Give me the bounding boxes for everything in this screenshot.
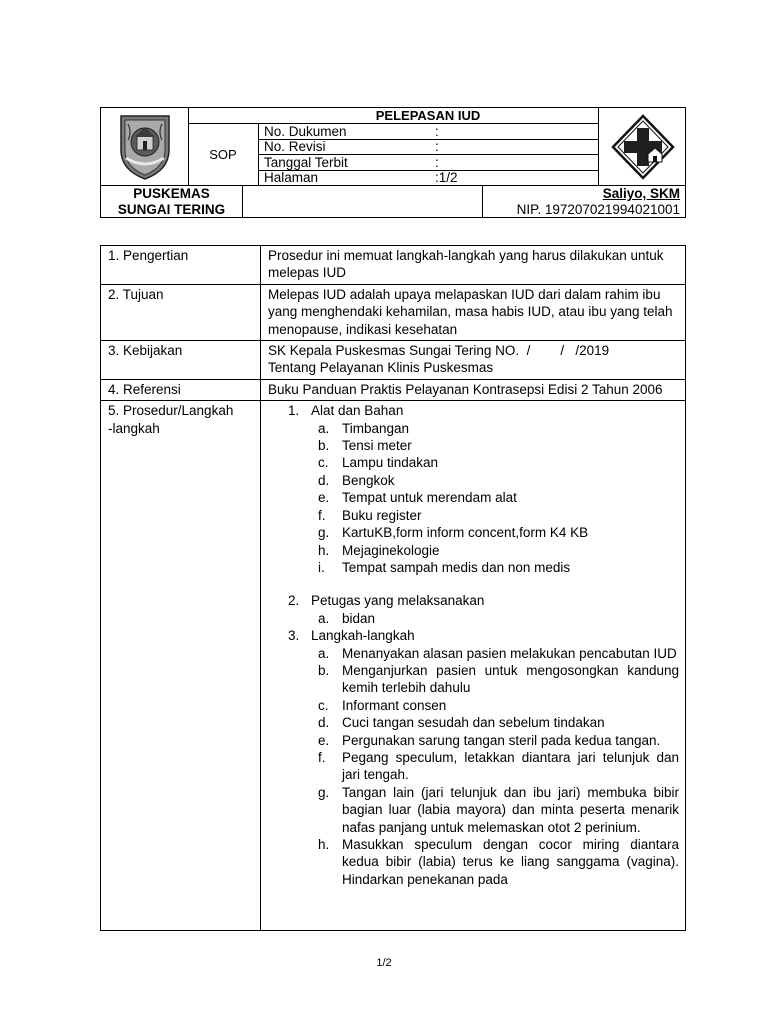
list-item-text: Informant consen (342, 697, 447, 713)
row-label-prosedur (101, 401, 261, 931)
prosedur-label-line1: 5. Prosedur/Langkah (108, 403, 234, 419)
list-item (261, 454, 679, 471)
list-item-letter: a. (318, 645, 330, 661)
list-item-letter: g. (318, 784, 330, 800)
page-number: 1/2 (376, 957, 392, 969)
procedure-group-number: 3. (288, 628, 300, 644)
list-item (261, 697, 679, 714)
row-text-kebijakan (261, 341, 686, 380)
list-item-text: Pergunakan sarung tangan steril pada kedua tangan. (342, 732, 661, 748)
list-item (261, 662, 679, 697)
list-item (261, 749, 679, 784)
list-item (261, 784, 679, 836)
field-label-no-revisi: No. Revisi (264, 139, 326, 154)
list-item (261, 714, 679, 731)
sop-content-table (100, 245, 686, 931)
procedure-group-title: Petugas yang melaksanakan (311, 593, 485, 609)
field-label-no-dokumen: No. Dukumen (264, 124, 347, 139)
list-item (261, 437, 679, 454)
list-item-text: Menganjurkan pasien untuk mengosongkan kandung kemih terlebih dahulu (342, 662, 679, 696)
kebijakan-line-1: SK Kepala Puskesmas Sungai Tering NO. / / /2019 (268, 343, 610, 359)
row-label-kebijakan: 3. Kebijakan (101, 341, 261, 380)
org-name-line2: SUNGAI TERING (117, 202, 226, 217)
row-label-pengertian: 1. Pengertian (101, 246, 261, 285)
list-item-text: Masukkan speculum dengan cocor miring diantara kedua bibir (labia) terus ke liang sanggama (vagina). Hindarkan penekanan pada (342, 837, 679, 887)
list-item (261, 489, 679, 506)
procedure-group (261, 592, 679, 627)
document-title: PELEPASAN IUD (375, 108, 481, 123)
table-row (101, 379, 686, 400)
list-item-letter: i. (318, 559, 325, 575)
field-value-tanggal-terbit: : (435, 155, 439, 170)
row-content-prosedur (261, 401, 686, 931)
org-name-line1: PUSKEMAS (133, 186, 210, 201)
list-item-text: Buku register (342, 507, 422, 523)
procedure-group (261, 402, 679, 576)
sop-label: SOP (209, 147, 237, 162)
list-item-text: Tangan lain (jari telunjuk dan ibu jari) membuka bibir bagian luar (labia mayora) dan minta peserta menarik nafas panjang untuk melemaskan otot 2 perinium. (342, 784, 679, 835)
row-text-tujuan: Melepas IUD adalah upaya melapaskan IUD dari dalam rahim ibu yang menghendaki kehamilan, masa habis IUD, atau ibu yang telah menopause, indikasi kesehatan (261, 284, 686, 340)
list-item-text: Tensi meter (342, 438, 412, 454)
field-label-halaman: Halaman (264, 170, 319, 185)
list-item (261, 610, 679, 627)
list-item-letter: b. (318, 662, 330, 678)
list-item-text: Timbangan (342, 420, 410, 436)
list-item (261, 645, 679, 662)
list-item (261, 420, 679, 437)
procedure-group-title: Alat dan Bahan (311, 403, 404, 419)
list-item-text: Lampu tindakan (342, 455, 439, 471)
signer-name: Saliyo, SKM (602, 186, 680, 201)
list-item-letter: g. (318, 525, 330, 541)
procedure-list (261, 402, 679, 888)
list-item-text: Bengkok (342, 472, 395, 488)
list-item-text: Menanyakan alasan pasien melakukan pencabutan IUD (342, 645, 677, 661)
list-item-letter: a. (318, 610, 330, 626)
signer-nip: NIP. 197207021994021001 (516, 202, 680, 217)
list-item-letter: a. (318, 420, 330, 436)
list-item-letter: e. (318, 490, 330, 506)
list-item (261, 507, 679, 524)
sop-header (100, 107, 686, 218)
procedure-sub-list (261, 610, 679, 627)
list-item-text: Mejaginekologie (342, 542, 440, 558)
list-item (261, 472, 679, 489)
procedure-sub-list (261, 645, 679, 889)
table-row (101, 246, 686, 285)
list-item-letter: h. (318, 542, 330, 558)
table-row (101, 341, 686, 380)
list-item-text: bidan (342, 610, 376, 626)
list-item-letter: f. (318, 749, 326, 765)
list-item-text: Pegang speculum, letakkan diantara jari telunjuk dan jari tengah. (342, 749, 679, 783)
list-item-letter: e. (318, 732, 330, 748)
list-item (261, 836, 679, 888)
procedure-group-number: 2. (288, 593, 300, 609)
kebijakan-line-2: Tentang Pelayanan Klinis Puskesmas (268, 360, 494, 376)
field-value-no-dokumen: : (435, 124, 439, 139)
regional-emblem-icon (116, 112, 174, 182)
procedure-group (261, 627, 679, 888)
list-item (261, 542, 679, 559)
list-item (261, 559, 679, 576)
table-row (101, 401, 686, 931)
row-text-referensi: Buku Panduan Praktis Pelayanan Kontrasepsi Edisi 2 Tahun 2006 (261, 379, 686, 400)
list-item-letter: b. (318, 438, 330, 454)
field-label-tanggal-terbit: Tanggal Terbit (264, 155, 348, 170)
row-label-tujuan: 2. Tujuan (101, 284, 261, 340)
list-item-letter: d. (318, 715, 330, 731)
list-item-letter: f. (318, 507, 326, 523)
row-text-pengertian: Prosedur ini memuat langkah-langkah yang harus dilakukan untuk melepas IUD (261, 246, 686, 285)
list-item-letter: h. (318, 837, 330, 852)
procedure-group-number: 1. (288, 403, 300, 419)
field-value-no-revisi: : (435, 139, 439, 154)
list-item (261, 732, 679, 749)
list-item-letter: d. (318, 472, 330, 488)
prosedur-label-line2: -langkah (108, 420, 160, 436)
list-item-letter: c. (318, 697, 329, 713)
list-item-letter: c. (318, 455, 329, 471)
list-item-text: KartuKB,form inform concent,form K4 KB (342, 525, 589, 541)
list-item-text: Tempat untuk merendam alat (342, 490, 517, 506)
puskesmas-logo-icon (611, 114, 675, 180)
table-row (101, 284, 686, 340)
field-value-halaman: :1/2 (435, 170, 458, 185)
list-item (261, 524, 679, 541)
procedure-group-title: Langkah-langkah (311, 628, 415, 644)
procedure-sub-list (261, 420, 679, 577)
list-item-text: Tempat sampah medis dan non medis (342, 559, 571, 575)
row-label-referensi: 4. Referensi (101, 379, 261, 400)
list-item-text: Cuci tangan sesudah dan sebelum tindakan (342, 715, 605, 731)
